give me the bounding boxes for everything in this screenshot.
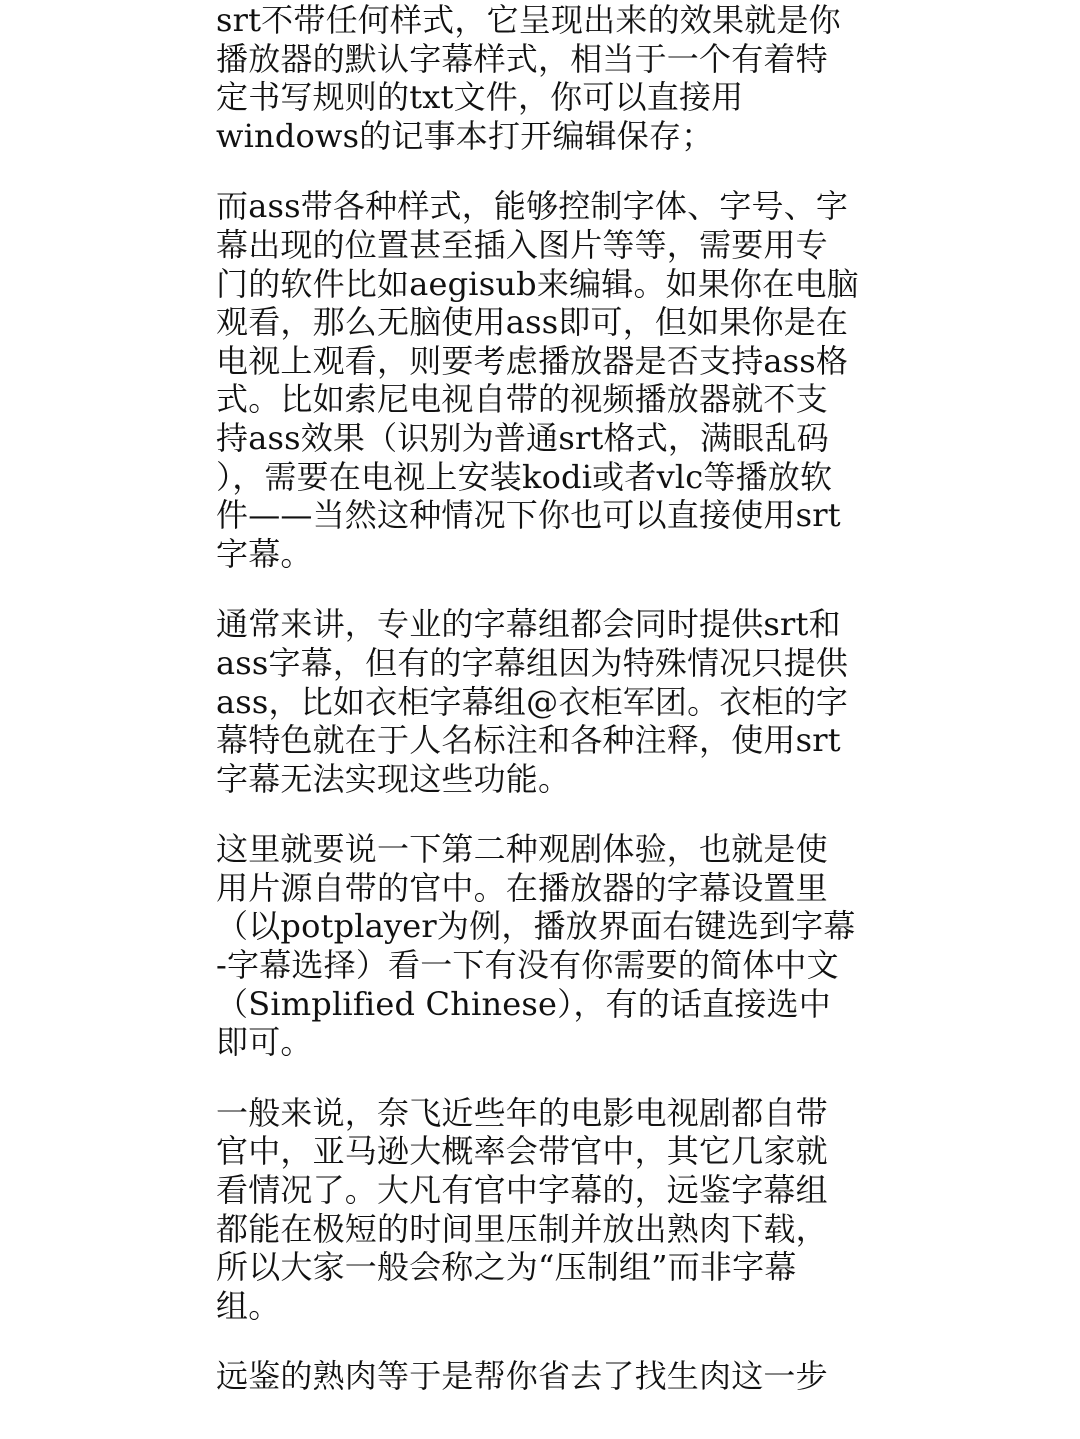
text-line: 所以大家一般会称之为“压制组”而非字幕 [216, 1248, 797, 1287]
text-line: （以potplayer为例，播放界面右键选到字幕 [216, 907, 856, 946]
text-line: 件——当然这种情况下你也可以直接使用srt [216, 496, 841, 535]
text-line: 组。 [216, 1286, 281, 1325]
text-line: 即可。 [216, 1023, 313, 1062]
paragraph-ass-description [216, 187, 872, 573]
paragraph-srt-description [216, 1, 872, 155]
text-line: 门的软件比如aegisub来编辑。如果你在电脑 [216, 264, 859, 303]
text-line: 定书写规则的txt文件，你可以直接用 [216, 78, 744, 117]
text-line: ），需要在电视上安装kodi或者vlc等播放软 [216, 457, 833, 496]
text-line: 都能在极短的时间里压制并放出熟肉下载， [216, 1209, 828, 1248]
text-line: 看情况了。大凡有官中字幕的，远鉴字幕组 [216, 1171, 828, 1210]
text-line: 这里就要说一下第二种观剧体验，也就是使 [216, 830, 828, 869]
text-line: 播放器的默认字幕样式，相当于一个有着特 [216, 39, 828, 78]
text-line: （Simplified Chinese），有的话直接选中 [216, 984, 831, 1023]
paragraph-official-subtitles [216, 830, 872, 1062]
text-line: 官中，亚马逊大概率会带官中，其它几家就 [216, 1132, 828, 1171]
article-page [216, 0, 872, 1439]
text-line: 幕特色就在于人名标注和各种注释，使用srt [216, 721, 841, 760]
paragraph-subtitle-groups [216, 605, 872, 798]
text-line: 远鉴的熟肉等于是帮你省去了找生肉这一步 [216, 1357, 828, 1396]
text-line: 观看，那么无脑使用ass即可，但如果你是在 [216, 303, 849, 342]
text-line: 字幕无法实现这些功能。 [216, 759, 571, 798]
text-line: ass，比如衣柜字幕组@衣柜军团。衣柜的字 [216, 682, 849, 721]
paragraph-streaming-platforms [216, 1094, 872, 1326]
text-line: 幕出现的位置甚至插入图片等等，需要用专 [216, 225, 828, 264]
paragraph-trailing [216, 1357, 872, 1396]
text-line: ass字幕，但有的字幕组因为特殊情况只提供 [216, 643, 849, 682]
text-line: 持ass效果（识别为普通srt格式，满眼乱码 [216, 418, 829, 457]
text-line: 字幕。 [216, 534, 313, 573]
text-line: 一般来说，奈飞近些年的电影电视剧都自带 [216, 1093, 828, 1132]
text-line: 式。比如索尼电视自带的视频播放器就不支 [216, 380, 828, 419]
text-line: 而ass带各种样式，能够控制字体、字号、字 [216, 187, 849, 226]
article-body [216, 0, 872, 1396]
text-line: 电视上观看，则要考虑播放器是否支持ass格 [216, 341, 849, 380]
text-line: 通常来讲，专业的字幕组都会同时提供srt和 [216, 605, 841, 644]
text-line: 用片源自带的官中。在播放器的字幕设置里 [216, 868, 828, 907]
text-line: windows的记事本打开编辑保存； [216, 116, 714, 155]
text-line: -字幕选择）看一下有没有你需要的简体中文 [216, 946, 839, 985]
text-line: srt不带任何样式，它呈现出来的效果就是你 [216, 1, 841, 39]
